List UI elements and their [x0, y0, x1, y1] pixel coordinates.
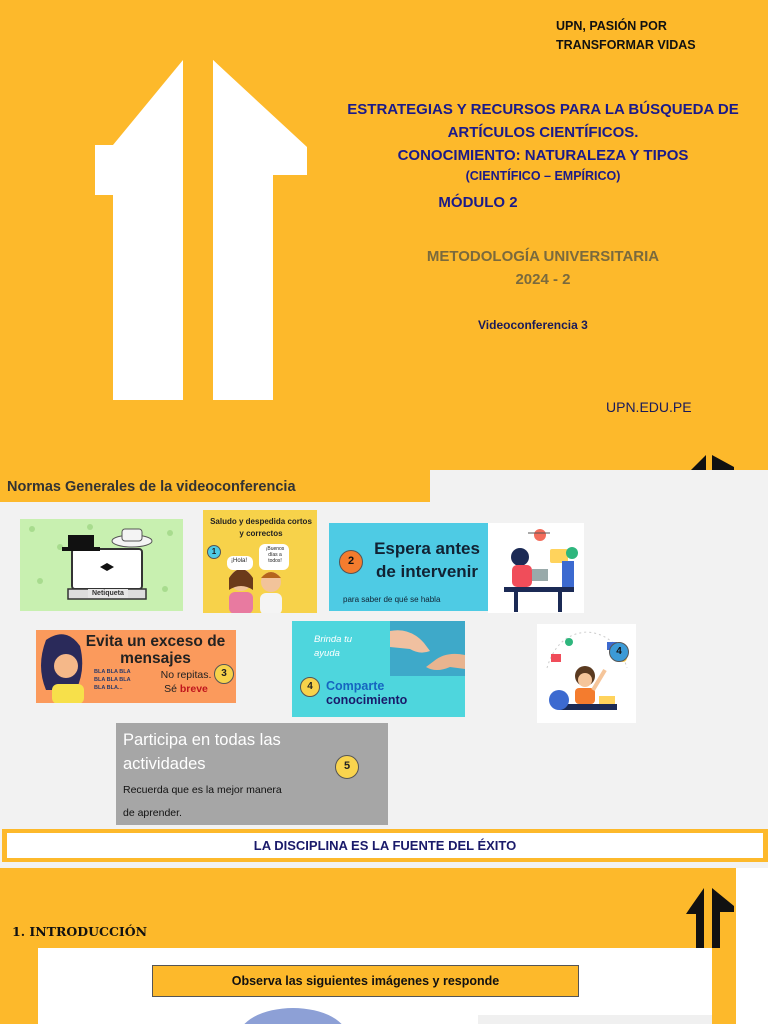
- evita-title: Evita un exceso de mensajes: [85, 633, 226, 667]
- student-illustration: [537, 624, 636, 723]
- upn-intro-logo-icon: [686, 886, 736, 948]
- website-link[interactable]: UPN.EDU.PE: [606, 399, 692, 415]
- participa-number-badge: 5: [335, 755, 359, 779]
- greeting-people-icon: [203, 510, 317, 613]
- participa-title: Participa en todas las actividades: [123, 731, 281, 773]
- evita-text: No repitas. Sé breve: [160, 669, 212, 695]
- espera-title: Espera antes de intervenir: [374, 539, 480, 581]
- evita-number-badge: 3: [214, 664, 234, 684]
- netiqueta-label: Netiqueta: [88, 589, 128, 598]
- espera-subtitle: para saber de qué se habla: [343, 595, 441, 604]
- course-name: METODOLOGÍA UNIVERSITARIA 2024 - 2: [426, 248, 660, 288]
- brinda-card: [292, 621, 465, 717]
- desk-illustration: [488, 523, 584, 613]
- norms-slide: [0, 470, 768, 868]
- kid-number-badge: 4: [609, 642, 629, 662]
- netiqueta-card: [20, 519, 183, 611]
- module-label: MÓDULO 2: [438, 194, 518, 211]
- hola-bubble: ¡Hola!: [231, 558, 248, 564]
- image-placeholder-box: [478, 1015, 712, 1024]
- hands-photo: [390, 621, 465, 676]
- session-label: Videoconferencia 3: [478, 318, 588, 332]
- participa-card: [116, 723, 388, 825]
- cover-slide: [0, 0, 768, 470]
- participa-text: Recuerda que es la mejor manera de aprender.: [123, 784, 282, 819]
- helping-hands-icon: [390, 621, 465, 676]
- person-at-desk-icon: [488, 523, 584, 613]
- intro-slide: [0, 868, 768, 1024]
- saludo-card: [203, 510, 317, 613]
- saludo-text: Saludo y despedida cortos y correctos: [210, 517, 312, 538]
- presentation-title: ESTRATEGIAS Y RECURSOS PARA LA BÚSQUEDA DE ARTÍCULOS CIENTÍFICOS. CONOCIMIENTO: NATURALEZA Y TIPOS (CIENTÍFICO – EMPÍRICO) MÓDULO 2: [320, 98, 766, 216]
- evita-card: [36, 630, 236, 703]
- norms-header-bar: [0, 470, 430, 502]
- upn-logo-icon: [95, 55, 307, 400]
- espera-card: [329, 523, 488, 611]
- brinda-number-badge: 4: [300, 677, 320, 697]
- comparte-title: Comparte conocimiento: [326, 679, 408, 707]
- observe-prompt: Observa las siguientes imágenes y responde: [152, 965, 579, 997]
- buenos-dias-bubble: ¡Buenos días a todos!: [265, 546, 285, 564]
- espera-number-badge: 2: [339, 550, 363, 574]
- intro-heading: 1. INTRODUCCIÓN: [12, 924, 148, 939]
- bla-bla-bubble: BLA BLA BLA BLA BLA BLA BLA BLA...: [94, 669, 131, 691]
- upn-tagline: UPN, PASIÓN POR TRANSFORMAR VIDAS: [556, 19, 696, 52]
- motto-banner: [2, 829, 768, 862]
- student-with-books-icon: [537, 624, 636, 723]
- norms-header: Normas Generales de la videoconferencia: [7, 479, 296, 495]
- saludo-number-badge: 1: [207, 545, 221, 559]
- motto-text: LA DISCIPLINA ES LA FUENTE DEL ÉXITO: [7, 833, 763, 858]
- brinda-text: Brinda tu ayuda: [314, 634, 353, 659]
